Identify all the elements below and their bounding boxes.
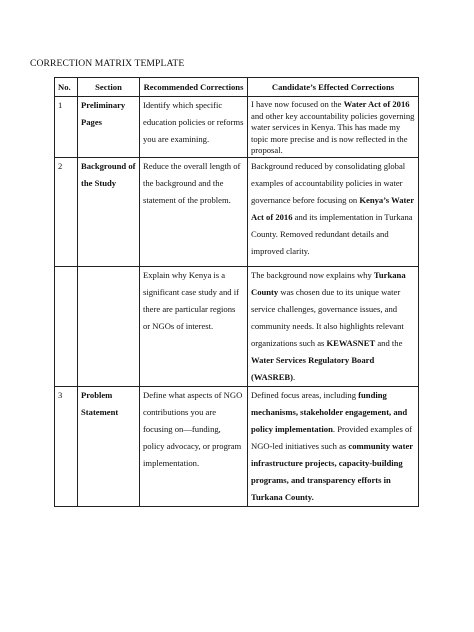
cell-section: Problem Statement [78,386,140,506]
bold-text-run: Kenya’s Water Act of 2016 [251,194,414,222]
table-header-row [55,78,419,97]
text-run: Defined focus areas, including [251,389,359,400]
rich-text [251,97,415,157]
cell-no [55,266,78,386]
text-run: I have now focused on the [251,99,344,109]
correction-matrix-table [54,77,419,507]
document-title: CORRECTION MATRIX TEMPLATE [30,58,185,69]
text-run: . [293,371,296,382]
cell-recommended: Define what aspects of NGO contributions you are focusing on—funding, policy advocacy, or program implementation. [140,386,248,506]
rich-text [251,390,413,502]
cell-effected [248,97,419,158]
cell-section [78,266,140,386]
cell-recommended: Identify which specific education policies or reforms you are examining. [140,97,248,158]
text-run: and other key accountability policies governing water services in Kenya. This has made my topic more precise and is now reflected in the proposal. [251,110,415,156]
header-effected: Candidate’s Effected Corrections [248,78,419,97]
rich-text [251,161,414,256]
header-section: Section [78,78,140,97]
cell-recommended: Reduce the overall length of the background and the statement of the problem. [140,157,248,266]
table-row [55,97,419,158]
bold-text-run: Water Act of 2016 [343,99,410,109]
cell-effected [248,157,419,266]
header-recommended: Recommended Corrections [140,78,248,97]
text-run: and the [375,337,403,348]
rich-text [251,270,406,382]
table-row [55,266,419,386]
cell-no: 1 [55,97,78,158]
cell-effected [248,386,419,506]
bold-text-run: funding mechanisms, stakeholder engagement, and policy implementation [251,389,408,434]
text-run: and its implementation in Turkana County. Removed redundant details and improved clarity. [251,211,413,256]
table-row [55,157,419,266]
bold-text-run: community water infrastructure projects, capacity-building programs, and transparency efforts in Turkana County. [251,440,413,502]
cell-section: Background of the Study [78,157,140,266]
header-no: No. [55,78,78,97]
bold-text-run: Water Services Regulatory Board (WASREB) [251,354,375,382]
text-run: Background reduced by consolidating global examples of accountability policies in water governance before focusing on [251,160,406,205]
cell-section: Preliminary Pages [78,97,140,158]
bold-text-run: Turkana County [251,269,406,297]
text-run: . Provided examples of NGO-led initiatives such as [251,423,413,451]
cell-no: 3 [55,386,78,506]
bold-text-run: KEWASNET [326,337,376,348]
cell-no: 2 [55,157,78,266]
cell-recommended: Explain why Kenya is a significant case study and if there are particular regions or NGOs of interest. [140,266,248,386]
text-run: was chosen due to its unique water service challenges, governance issues, and community needs. It also highlights relevant organizations such as [251,286,404,348]
text-run: The background now explains why [251,269,374,280]
table-row [55,386,419,506]
cell-effected [248,266,419,386]
